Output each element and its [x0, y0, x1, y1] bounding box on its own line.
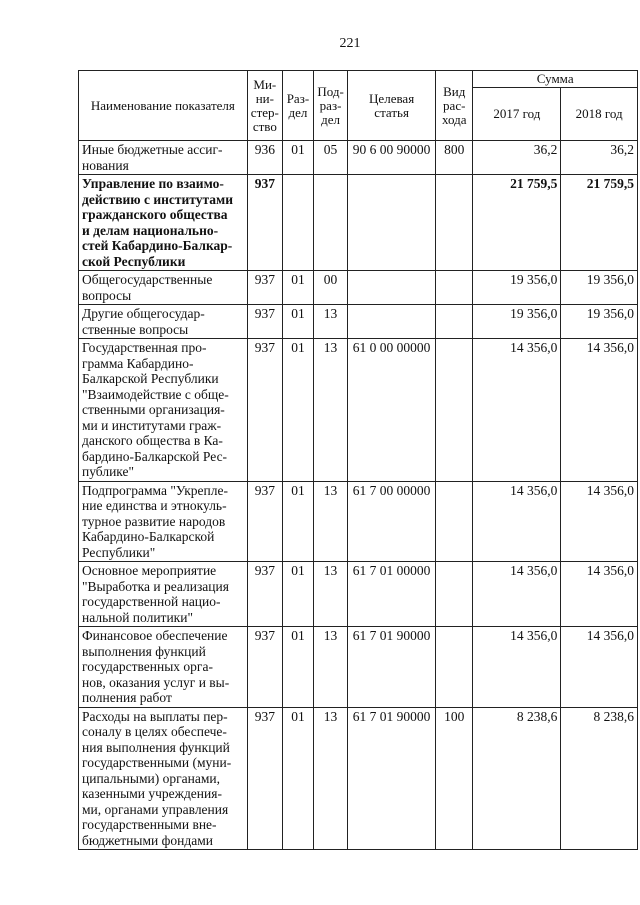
row-target — [348, 271, 436, 305]
row-sum-2017: 36,2 — [473, 141, 561, 175]
row-expense-type — [436, 271, 473, 305]
row-target: 90 6 00 90000 — [348, 141, 436, 175]
row-name: Расходы на выплаты пер- соналу в целях обеспече- ния выполнения функций государственными (муни- ципальными) органами, казенными учреждения- ми, органами управления государственными вне- бюджетными фондами — [79, 707, 248, 850]
row-expense-type: 800 — [436, 141, 473, 175]
row-target: 61 7 01 90000 — [348, 627, 436, 708]
row-name: Основное мероприятие "Выработка и реализация государственной нацио- нальной политики" — [79, 562, 248, 627]
row-subsection: 13 — [313, 339, 347, 482]
row-sum-2017: 14 356,0 — [473, 339, 561, 482]
header-name: Наименование показателя — [79, 71, 248, 141]
header-subsection: Под- раз- дел — [313, 71, 347, 141]
row-sum-2017: 14 356,0 — [473, 481, 561, 562]
row-sum-2018: 14 356,0 — [561, 562, 638, 627]
row-sum-2018: 14 356,0 — [561, 627, 638, 708]
row-sum-2017: 14 356,0 — [473, 562, 561, 627]
header-ministry: Ми- ни- стер- ство — [247, 71, 282, 141]
row-ministry: 937 — [247, 562, 282, 627]
row-section: 01 — [282, 481, 313, 562]
table-row — [79, 141, 638, 175]
table-body — [79, 141, 638, 850]
row-sum-2018: 14 356,0 — [561, 481, 638, 562]
header-section: Раз- дел — [282, 71, 313, 141]
row-section — [282, 175, 313, 271]
table-row — [79, 339, 638, 482]
row-expense-type — [436, 481, 473, 562]
row-target: 61 7 01 00000 — [348, 562, 436, 627]
row-target — [348, 175, 436, 271]
row-sum-2017: 19 356,0 — [473, 271, 561, 305]
row-expense-type — [436, 339, 473, 482]
header-target: Целевая статья — [348, 71, 436, 141]
row-section: 01 — [282, 707, 313, 850]
row-sum-2017: 8 238,6 — [473, 707, 561, 850]
row-expense-type — [436, 562, 473, 627]
row-subsection: 13 — [313, 481, 347, 562]
row-subsection: 05 — [313, 141, 347, 175]
row-subsection: 13 — [313, 627, 347, 708]
table-row — [79, 627, 638, 708]
row-ministry: 937 — [247, 305, 282, 339]
row-section: 01 — [282, 141, 313, 175]
row-name: Другие общегосудар- ственные вопросы — [79, 305, 248, 339]
row-expense-type — [436, 627, 473, 708]
row-target: 61 7 00 00000 — [348, 481, 436, 562]
row-subsection: 13 — [313, 707, 347, 850]
row-sum-2018: 19 356,0 — [561, 271, 638, 305]
row-target — [348, 305, 436, 339]
table-row — [79, 175, 638, 271]
row-expense-type: 100 — [436, 707, 473, 850]
row-section: 01 — [282, 339, 313, 482]
row-expense-type — [436, 305, 473, 339]
row-ministry: 937 — [247, 271, 282, 305]
row-sum-2018: 21 759,5 — [561, 175, 638, 271]
row-name: Государственная про- грамма Кабардино- Балкарской Республики "Взаимодействие с обще- ственными организация- ми и институтами граж- данского общества в Ка- бардино-Балкарской Рес- публике" — [79, 339, 248, 482]
table-row — [79, 562, 638, 627]
row-ministry: 937 — [247, 627, 282, 708]
row-sum-2018: 8 238,6 — [561, 707, 638, 850]
header-year-2017: 2017 год — [473, 88, 561, 141]
row-section: 01 — [282, 562, 313, 627]
table-row — [79, 707, 638, 850]
row-sum-2017: 19 356,0 — [473, 305, 561, 339]
row-name: Финансовое обеспечение выполнения функций государственных орга- нов, оказания услуг и вы- полнения работ — [79, 627, 248, 708]
row-expense-type — [436, 175, 473, 271]
header-year-2018: 2018 год — [561, 88, 638, 141]
row-ministry: 937 — [247, 707, 282, 850]
page-number: 221 — [339, 36, 361, 51]
row-section: 01 — [282, 271, 313, 305]
row-subsection: 00 — [313, 271, 347, 305]
row-section: 01 — [282, 305, 313, 339]
header-row — [79, 71, 638, 88]
row-ministry: 937 — [247, 175, 282, 271]
row-ministry: 937 — [247, 339, 282, 482]
row-sum-2018: 36,2 — [561, 141, 638, 175]
header-sum: Сумма — [473, 71, 638, 88]
row-target: 61 7 01 90000 — [348, 707, 436, 850]
row-name: Иные бюджетные ассиг- нования — [79, 141, 248, 175]
row-subsection: 13 — [313, 305, 347, 339]
row-ministry: 937 — [247, 481, 282, 562]
table-row — [79, 481, 638, 562]
row-ministry: 936 — [247, 141, 282, 175]
row-sum-2017: 14 356,0 — [473, 627, 561, 708]
row-name: Управление по взаимо- действию с институтами гражданского общества и делам национально- стей Кабардино-Балкар- ской Республики — [79, 175, 248, 271]
row-sum-2018: 19 356,0 — [561, 305, 638, 339]
table-row — [79, 271, 638, 305]
budget-table — [78, 70, 638, 850]
row-section: 01 — [282, 627, 313, 708]
table-row — [79, 305, 638, 339]
header-expense-type: Вид рас- хода — [436, 71, 473, 141]
row-name: Подпрограмма "Укрепле- ние единства и этнокуль- турное развитие народов Кабардино-Балкарской Республики" — [79, 481, 248, 562]
row-target: 61 0 00 00000 — [348, 339, 436, 482]
row-sum-2017: 21 759,5 — [473, 175, 561, 271]
row-sum-2018: 14 356,0 — [561, 339, 638, 482]
row-subsection: 13 — [313, 562, 347, 627]
row-name: Общегосударственные вопросы — [79, 271, 248, 305]
row-subsection — [313, 175, 347, 271]
